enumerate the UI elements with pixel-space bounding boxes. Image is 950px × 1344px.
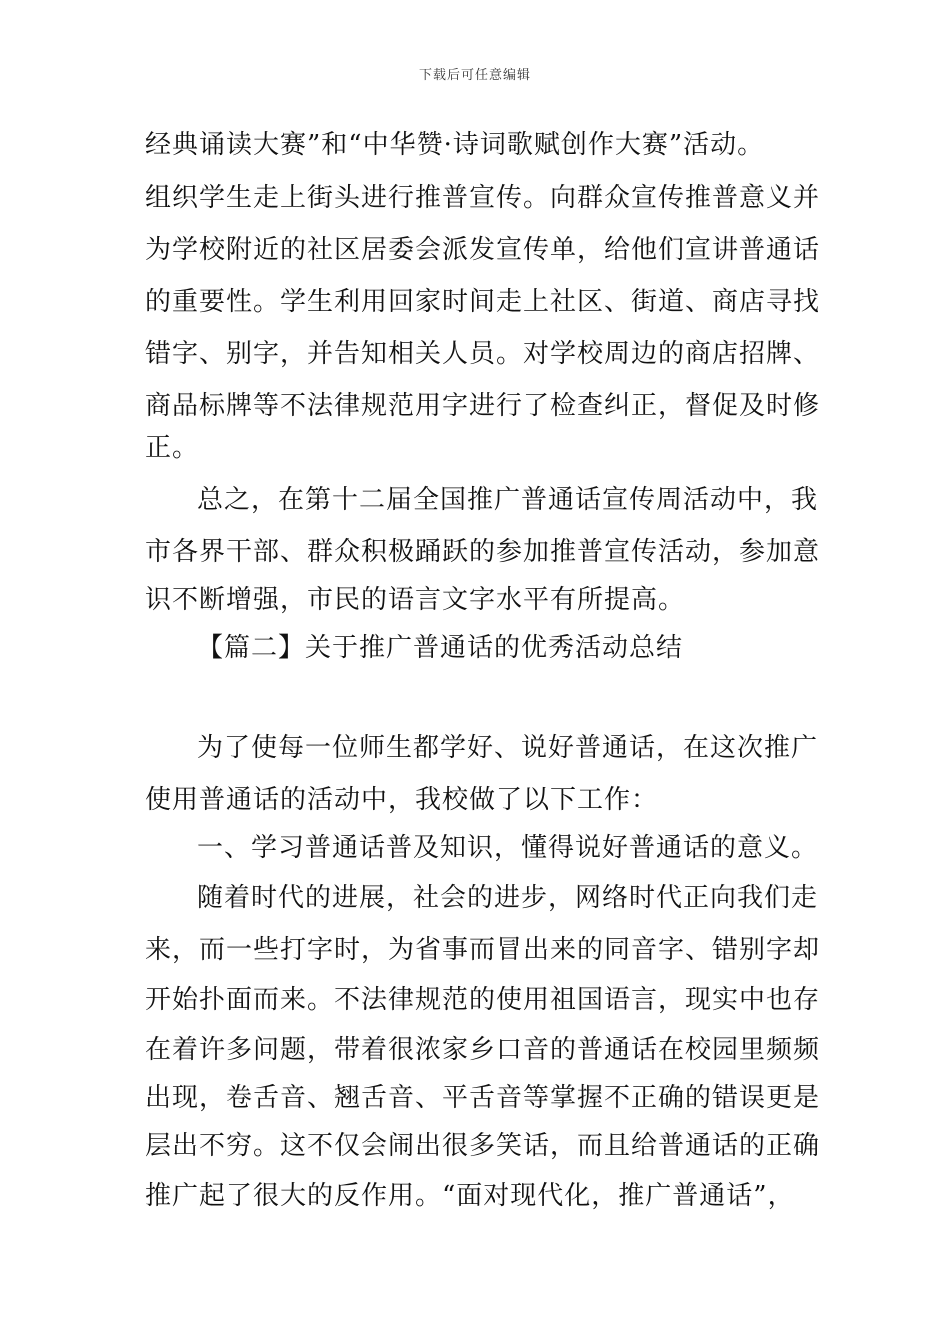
paragraph-line: 识不断增强，市民的语言文字水平有所提高。	[145, 585, 686, 615]
paragraph-line: 市各界干部、群众积极踊跃的参加推普宣传活动，参加意	[145, 537, 821, 567]
paragraph-line: 来，而一些打字时，为省事而冒出来的同音字、错别字却	[145, 935, 821, 965]
paragraph-line: 推广起了很大的反作用。“面对现代化，推广普通话”，	[145, 1181, 795, 1211]
paragraph-line: 正。	[145, 433, 200, 463]
page-header: 下载后可任意编辑	[418, 68, 531, 83]
section-heading: 【篇二】关于推广普通话的优秀活动总结	[197, 633, 684, 663]
paragraph-line: 使用普通话的活动中，我校做了以下工作：	[145, 785, 659, 815]
paragraph-line: 商品标牌等不法律规范用字进行了检查纠正，督促及时修	[145, 391, 821, 421]
paragraph-line: 为学校附近的社区居委会派发宣传单，给他们宣讲普通话	[145, 235, 821, 265]
subheading: 一、学习普通话普及知识，懂得说好普通话的意义。	[197, 833, 819, 863]
paragraph-line: 错字、别字，并告知相关人员。对学校周边的商店招牌、	[145, 339, 821, 369]
paragraph-line: 层出不穷。这不仅会闹出很多笑话，而且给普通话的正确	[145, 1131, 821, 1161]
paragraph-line: 开始扑面而来。不法律规范的使用祖国语言，现实中也存	[145, 985, 821, 1015]
paragraph-line: 组织学生走上街头进行推普宣传。向群众宣传推普意义并	[145, 183, 821, 213]
paragraph-line: 的重要性。学生利用回家时间走上社区、街道、商店寻找	[145, 287, 821, 317]
paragraph-line: 随着时代的进展，社会的进步，网络时代正向我们走	[197, 883, 819, 913]
paragraph-line: 为了使每一位师生都学好、说好普通话，在这次推广	[197, 733, 819, 763]
paragraph-line: 出现，卷舌音、翘舌音、平舌音等掌握不正确的错误更是	[145, 1083, 821, 1113]
paragraph-line: 总之，在第十二届全国推广普通话宣传周活动中，我	[197, 485, 819, 515]
paragraph-line: 经典诵读大赛”和“中华赞·诗词歌赋创作大赛”活动。	[145, 130, 765, 160]
paragraph-line: 在着许多问题，带着很浓家乡口音的普通话在校园里频频	[145, 1035, 821, 1065]
